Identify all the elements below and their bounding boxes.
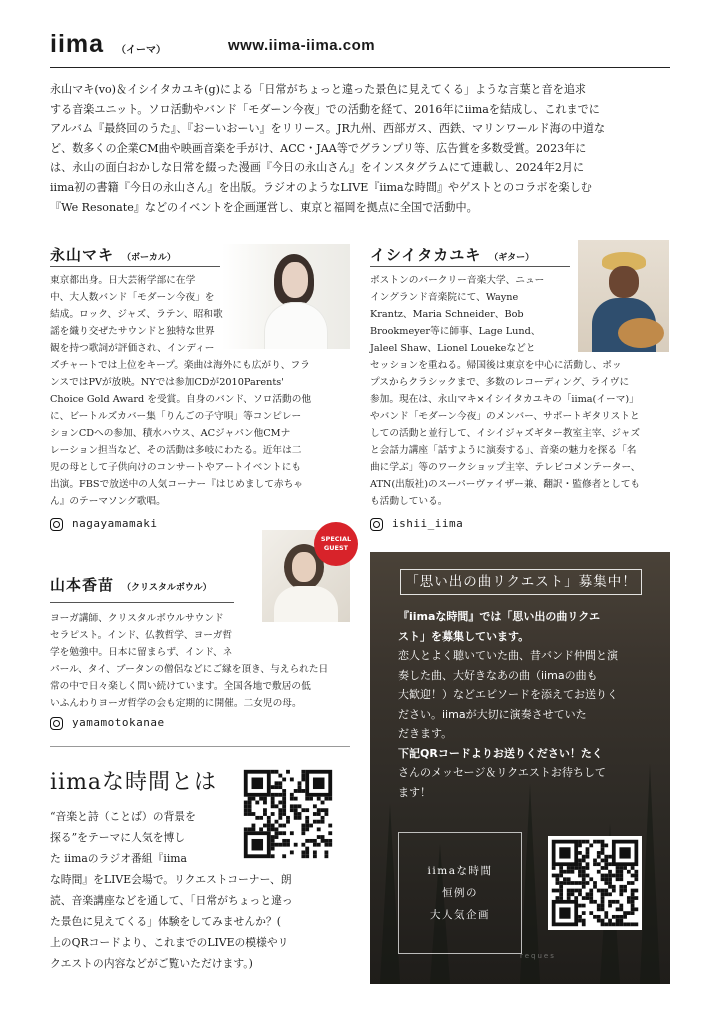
maki-name-heading xyxy=(50,244,176,265)
bio-line: ンスではPVが放映。NYでは参加CDが2010Parents' xyxy=(50,377,284,388)
brand-logo: iima xyxy=(50,30,105,58)
radio-line: 探る”をテーマに人気を博し xyxy=(50,831,186,844)
request-line: ださい。iimaが大切に演奏させていた xyxy=(398,707,587,721)
ishii-bio xyxy=(370,272,670,510)
request-line: 恋人とよく聴いていた曲、昔バンド仲間と演 xyxy=(398,649,618,662)
yamamoto-bio xyxy=(50,610,350,712)
box-line: iimaな時間 xyxy=(427,865,493,877)
intro-line: 永山マキ(vo)＆イシイタカユキ(g)による「日常がちょっと違った景色に見えてくる」ような言葉と音を追求 xyxy=(50,83,587,96)
bio-line: に、ビートルズカバー集「りんごの子守唄」等コンピレー xyxy=(50,411,302,422)
bio-line: パール、タイ、ブータンの僧侶などにご縁を頂き、与えられた日 xyxy=(50,664,329,675)
bio-line: ん』のテーマソング歌唱。 xyxy=(50,496,166,507)
bio-line: Krantz、Maria Schneider、Bob xyxy=(370,309,524,320)
bio-line: しての活動と並行して、イシイジャズギター教室主宰、ジャズ xyxy=(370,428,641,439)
bio-line: ATN(出版社)のスーパーヴァイザー兼、翻訳・監修者としても xyxy=(370,479,641,490)
bio-line: 常の中で日々楽しく問い続けています。全国各地で敷居の低 xyxy=(50,681,311,692)
ishii-name-heading xyxy=(370,244,534,265)
request-line: 大歓迎！）などエピソードを添えてお送りく xyxy=(398,688,618,701)
request-line: 奏した曲、大好きなあの曲（iimaの曲も xyxy=(398,668,598,682)
bio-line: Jaleel Shaw、Lionel Louekeなどと xyxy=(370,343,536,354)
bio-line: ボストンのバークリー音楽大学、ニュー xyxy=(370,275,545,286)
website-url[interactable]: www.iima-iima.com xyxy=(228,37,376,54)
popular-feature-box xyxy=(398,832,522,954)
radio-description xyxy=(50,806,350,974)
special-guest-badge xyxy=(314,522,358,566)
badge-line: SPECIAL xyxy=(320,535,352,543)
instagram-handle[interactable]: yamamotokanae xyxy=(72,716,165,729)
bio-line: 中、大人数バンド「モダーン今夜」を xyxy=(50,292,215,303)
intro-paragraph xyxy=(50,80,672,217)
yamamoto-role: （クリスタルボウル） xyxy=(122,583,212,593)
radio-line: た iimaのラジオ番組『iima xyxy=(50,852,187,865)
radio-line: クエストの内容などがご覧いただけます。) xyxy=(50,957,253,970)
ishii-divider xyxy=(370,266,570,267)
intro-line: は、永山の面白おかしな日常を綴った漫画『今日の永山さん』をインスタグラムにて連載し、2024年2月に xyxy=(50,161,585,175)
intro-line: する音楽ユニット。ソロ活動やバンド「モダーン今夜」での活動を経て、2016年にiimaを結成し、これまでに xyxy=(50,102,600,116)
bio-line: 結成。ロック、ジャズ、ラテン、昭和歌 xyxy=(50,309,223,320)
instagram-icon xyxy=(370,518,383,531)
bio-line: やバンド「モダーン今夜」のメンバー、サポートギタリストと xyxy=(370,411,640,422)
page-header xyxy=(50,28,670,68)
yamamoto-name-heading xyxy=(50,574,212,595)
yamamoto-name: 山本香苗 xyxy=(50,576,115,594)
radio-line: 読、音楽講座などを通して、「日常がちょっと違っ xyxy=(50,894,293,907)
bio-line: と会話力講座「話すように演奏する」、音楽の魅力を探る「名 xyxy=(370,445,637,456)
request-line: 下記QRコードよりお送りください！たく xyxy=(398,746,603,760)
ishii-role: （ギター） xyxy=(489,253,535,263)
request-text xyxy=(398,607,648,802)
radio-line: “音楽と詩（ことば）の背景を xyxy=(50,810,196,823)
bio-line: セラピスト。インド、仏教哲学、ヨーガ哲 xyxy=(50,630,233,641)
request-title: 「思い出の曲リクエスト」募集中！ xyxy=(400,569,642,595)
bio-line: も活動している。 xyxy=(370,496,448,507)
radio-heading: iimaな時間とは xyxy=(50,770,218,795)
maki-role: （ボーカル） xyxy=(122,253,176,263)
intro-line: ど、数多くの企業CM曲や映画音楽を手がけ、ACC・JAA等でグランプリ等、広告賞を多数受賞。2023年に xyxy=(50,141,587,155)
box-line: 大人気企画 xyxy=(430,909,490,921)
radio-line: た景色に見えてくる」体験をしてみませんか？( xyxy=(50,915,281,928)
bio-line: いふんわりヨーガ哲学の会も定期的に開催。二女児の母。 xyxy=(50,698,302,709)
bio-line: イングランド音楽院にて、Wayne xyxy=(370,292,519,303)
intro-line: iima初の書籍『今日の永山さん』を出版。ラジオのようなLIVE『iimaな時間』やゲストとのコラボを楽しむ xyxy=(50,180,592,194)
box-line: 恒例の xyxy=(442,887,478,899)
faint-text: reques xyxy=(520,952,556,960)
request-qr-code[interactable] xyxy=(548,836,642,930)
maki-name: 永山マキ xyxy=(50,246,115,264)
section-divider xyxy=(50,746,350,747)
bio-line: 参加。現在は、永山マキ×イシイタカユキの「iima(イーマ)」 xyxy=(370,394,639,405)
bio-line: 東京都出身。日大芸術学部に在学 xyxy=(50,275,196,286)
instagram-icon xyxy=(50,717,63,730)
bio-line: Choice Gold Award を受賞。自身のバンド、ソロ活動の他 xyxy=(50,394,312,405)
bio-line: 謡を織り交ぜたサウンドと独特な世界 xyxy=(50,326,215,337)
bio-line: 学を勉強中。日本に留まらず、インド、ネ xyxy=(50,647,233,658)
yamamoto-instagram[interactable] xyxy=(50,716,250,732)
bio-line: プスからクラシックまで、多数のレコーディング、ライヴに xyxy=(370,377,630,388)
instagram-handle[interactable]: ishii_iima xyxy=(392,517,464,530)
bio-line: 児の母として子供向けのコンサートやアートイベントにも xyxy=(50,462,302,473)
request-panel xyxy=(370,552,670,984)
bio-line: 出演。FBSで放送中の人気コーナー『はじめまして赤ちゃ xyxy=(50,479,303,490)
bio-line: 曲に学ぶ」等のワークショップ主宰、テレビコメンテーター、 xyxy=(370,462,641,473)
bio-line: Brookmeyer等に師事、Lage Lund、 xyxy=(370,326,541,337)
radio-line: 上のQRコードより、これまでのLIVEの模様やリ xyxy=(50,936,289,949)
bio-line: ヨーガ講師、クリスタルボウルサウンド xyxy=(50,613,224,624)
ishii-name: イシイタカユキ xyxy=(370,246,482,264)
badge-line: GUEST xyxy=(323,544,349,552)
brand-kana: （イーマ） xyxy=(116,45,166,56)
request-line: さんのメッセージ＆リクエストお待ちして xyxy=(398,766,606,779)
instagram-handle[interactable]: nagayamamaki xyxy=(72,517,158,530)
radio-line: な時間』をLIVE会場で。リクエストコーナー、朗 xyxy=(50,873,292,886)
bio-line: レーション担当など、その活動は多岐にわたる。近年は二 xyxy=(50,445,302,456)
intro-line: 『We Resonate』などのイベントを企画運営し、東京と福岡を拠点に全国で活動中。 xyxy=(50,200,478,214)
bio-line: 観を持つ歌詞が評価され、インディー xyxy=(50,343,215,354)
yamamoto-divider xyxy=(50,602,234,603)
maki-instagram[interactable] xyxy=(50,517,250,533)
bio-line: ズチャートでは上位をキープ。楽曲は海外にも広がり、フラ xyxy=(50,360,310,371)
bio-line: セッションを重ねる。帰国後は東京を中心に活動し、ポッ xyxy=(370,360,622,371)
intro-line: アルバム『最終回のうた』、『おーいおーい』をリリース。JR九州、西部ガス、西鉄、マリンワールド海の中道な xyxy=(50,122,606,136)
request-line: ます！ xyxy=(398,785,431,799)
ishii-instagram[interactable] xyxy=(370,517,570,533)
maki-divider xyxy=(50,266,220,267)
request-line: 『iimaな時間』では「思い出の曲リクエ xyxy=(398,610,600,623)
bio-line: ションCDへの参加、積水ハウス、ACジャパン他CMナ xyxy=(50,428,291,439)
maki-bio xyxy=(50,272,350,510)
request-line: だきます。 xyxy=(398,727,453,740)
instagram-icon xyxy=(50,518,63,531)
request-line: スト」を募集しています。 xyxy=(398,629,530,643)
